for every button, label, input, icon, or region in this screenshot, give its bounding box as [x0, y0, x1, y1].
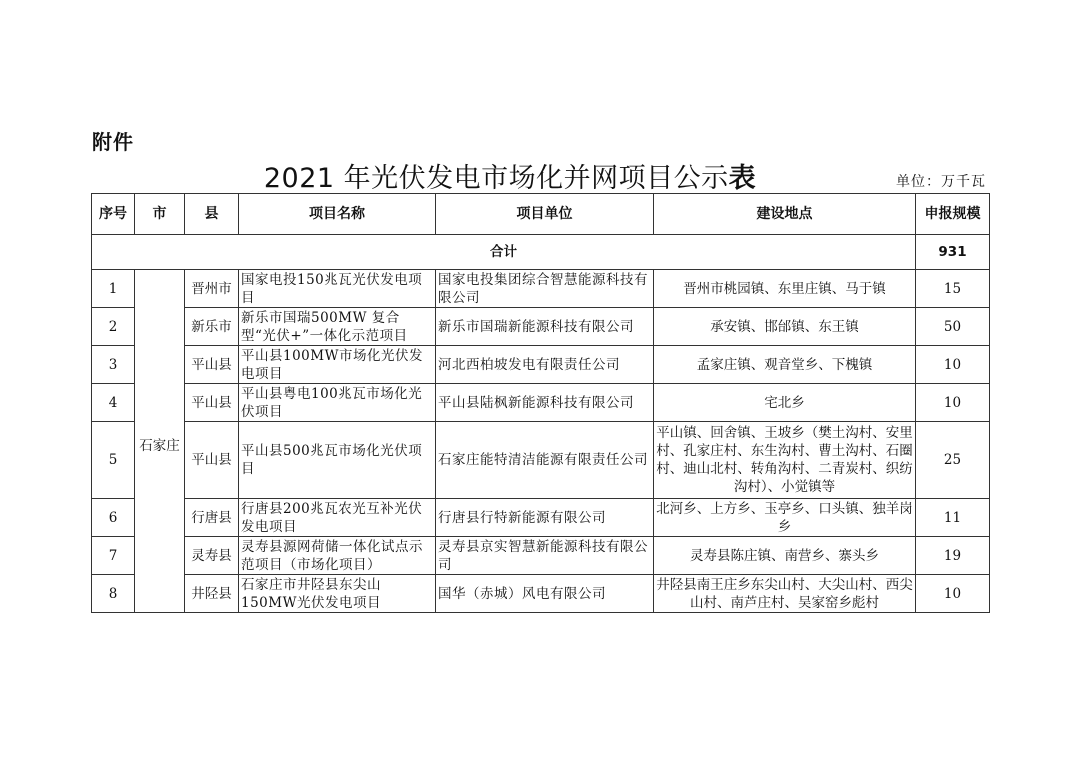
cell-location: 晋州市桃园镇、东里庄镇、马于镇: [654, 270, 916, 308]
cell-county: 晋州市: [185, 270, 239, 308]
page-title: [200, 156, 820, 195]
unit-label: 单位：万千瓦: [896, 174, 986, 190]
cell-project-name: 行唐县200兆瓦农光互补光伏发电项目: [239, 499, 436, 537]
header-project-name: 项目名称: [239, 194, 436, 235]
cell-project-unit: 国华（赤城）风电有限公司: [436, 575, 654, 613]
cell-seq: 6: [92, 499, 135, 537]
header-project-unit: 项目单位: [436, 194, 654, 235]
total-value: 931: [916, 235, 990, 270]
cell-seq: 2: [92, 308, 135, 346]
cell-project-unit: 行唐县行特新能源有限公司: [436, 499, 654, 537]
cell-location: 宅北乡: [654, 384, 916, 422]
project-table: [91, 193, 990, 613]
cell-seq: 7: [92, 537, 135, 575]
header-row: [92, 194, 990, 235]
cell-project-name: 灵寿县源网荷储一体化试点示范项目（市场化项目）: [239, 537, 436, 575]
table-row: [92, 499, 990, 537]
header-location: 建设地点: [654, 194, 916, 235]
table-row: [92, 422, 990, 499]
cell-city: [135, 270, 185, 613]
cell-location: 北河乡、上方乡、玉亭乡、口头镇、独羊岗乡: [654, 499, 916, 537]
table-row: [92, 346, 990, 384]
table-row: [92, 270, 990, 308]
cell-project-name: 石家庄市井陉县东尖山150MW光伏发电项目: [239, 575, 436, 613]
header-scale: 申报规模: [916, 194, 990, 235]
title-main: 2021 年光伏发电市场化并网项目公示: [263, 163, 729, 194]
cell-project-unit: 平山县陆枫新能源科技有限公司: [436, 384, 654, 422]
cell-seq: 4: [92, 384, 135, 422]
cell-seq: 8: [92, 575, 135, 613]
header-county: 县: [185, 194, 239, 235]
cell-location: 平山镇、回舍镇、王坡乡（樊土沟村、安里村、孔家庄村、东生沟村、曹土沟村、石圈村、迪山北村、转角沟村、二青炭村、织纺沟村）、小觉镇等: [654, 422, 916, 499]
cell-project-unit: 国家电投集团综合智慧能源科技有限公司: [436, 270, 654, 308]
header-seq: 序号: [92, 194, 135, 235]
table-row: [92, 384, 990, 422]
attachment-label: 附件: [92, 130, 134, 154]
cell-project-name: 平山县500兆瓦市场化光伏项目: [239, 422, 436, 499]
city-name: 石家庄: [139, 438, 180, 454]
cell-seq: 5: [92, 422, 135, 499]
cell-location: 灵寿县陈庄镇、南营乡、寨头乡: [654, 537, 916, 575]
table-row: [92, 575, 990, 613]
cell-county: 平山县: [185, 384, 239, 422]
cell-location: 承安镇、邯邰镇、东王镇: [654, 308, 916, 346]
header-city: 市: [135, 194, 185, 235]
cell-scale: 10: [916, 346, 990, 384]
cell-scale: 50: [916, 308, 990, 346]
cell-seq: 3: [92, 346, 135, 384]
cell-scale: 15: [916, 270, 990, 308]
cell-scale: 10: [916, 575, 990, 613]
total-row: [92, 235, 990, 270]
cell-county: 行唐县: [185, 499, 239, 537]
cell-project-unit: 河北西柏坡发电有限责任公司: [436, 346, 654, 384]
cell-scale: 19: [916, 537, 990, 575]
cell-project-name: 平山县粤电100兆瓦市场化光伏项目: [239, 384, 436, 422]
cell-county: 平山县: [185, 346, 239, 384]
cell-scale: 10: [916, 384, 990, 422]
table-row: [92, 308, 990, 346]
cell-scale: 25: [916, 422, 990, 499]
cell-county: 平山县: [185, 422, 239, 499]
title-suffix: 表: [728, 163, 757, 194]
total-label: 合计: [92, 235, 916, 270]
table-row: [92, 537, 990, 575]
cell-county: 新乐市: [185, 308, 239, 346]
cell-seq: 1: [92, 270, 135, 308]
cell-scale: 11: [916, 499, 990, 537]
cell-location: 孟家庄镇、观音堂乡、下槐镇: [654, 346, 916, 384]
cell-project-name: 平山县100MW市场化光伏发电项目: [239, 346, 436, 384]
cell-location: 井陉县南王庄乡东尖山村、大尖山村、西尖山村、南芦庄村、吴家窑乡彪村: [654, 575, 916, 613]
cell-project-name: 国家电投150兆瓦光伏发电项目: [239, 270, 436, 308]
cell-project-unit: 灵寿县京实智慧新能源科技有限公司: [436, 537, 654, 575]
cell-project-unit: 新乐市国瑞新能源科技有限公司: [436, 308, 654, 346]
cell-county: 灵寿县: [185, 537, 239, 575]
cell-project-unit: 石家庄能特清洁能源有限责任公司: [436, 422, 654, 499]
cell-county: 井陉县: [185, 575, 239, 613]
cell-project-name: 新乐市国瑞500MW 复合型“光伏+”一体化示范项目: [239, 308, 436, 346]
